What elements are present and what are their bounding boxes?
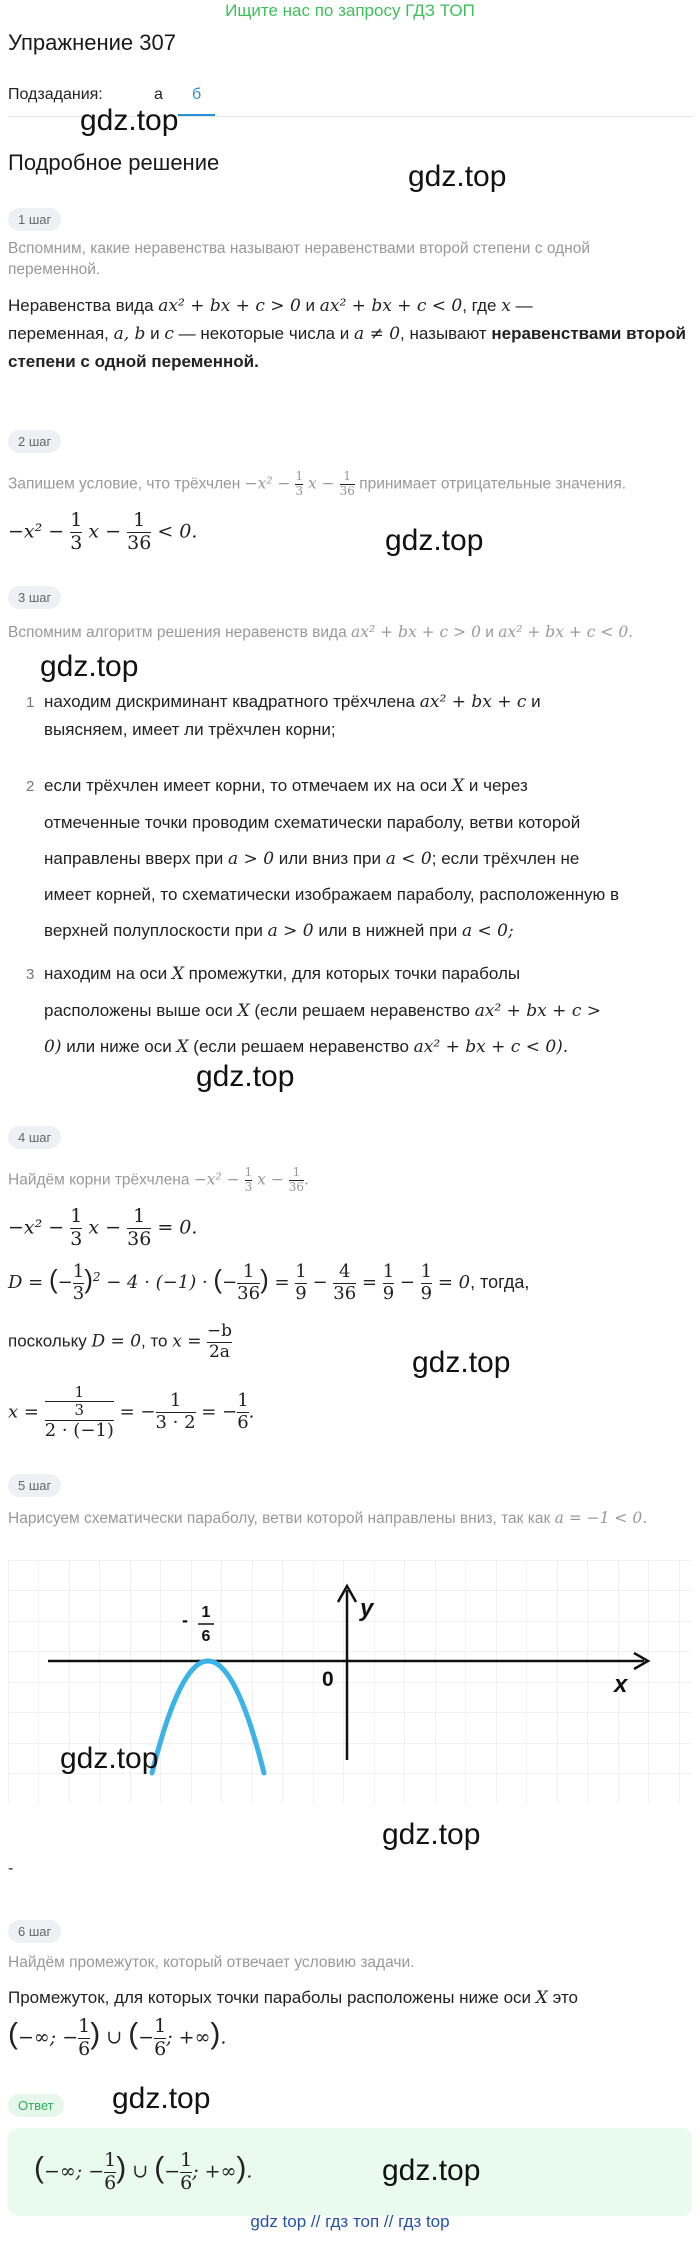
algorithm-item-2: 2 если трёхчлен имеет корни, то отмечаем их на оси X и через отмеченные точки проводим схематически параболу, ветви которой направлены вверх при a > 0 или вниз при a < 0; если трёхчлен не имеет корней, то схематически изображаем параболу, расположенную в верхней полуплоскости при a > 0 или в нижней при a < 0; xyxy=(26,776,620,941)
step4-hint: Найдём корни трёхчлена −x² − $\frac{1}{3}$ x − $\frac{1}{36}$ . xyxy=(8,1165,309,1194)
subtask-tab-a[interactable]: а xyxy=(154,86,163,103)
watermark: gdz.top xyxy=(112,2082,211,2115)
step4-since: поскольку D = 0, то x = $\frac{-b}{2a}$ xyxy=(8,1321,233,1362)
step-badge: 5 шаг xyxy=(8,1474,61,1497)
watermark: gdz.top xyxy=(382,1818,481,1851)
step6-text: Промежуток, для которых точки параболы расположены ниже оси X это xyxy=(8,1988,578,2008)
top-link[interactable]: Ищите нас по запросу ГДЗ ТОП xyxy=(225,1,475,20)
origin-label: 0 xyxy=(322,1668,334,1691)
watermark: gdz.top xyxy=(382,2154,481,2187)
section-title: Подробное решение xyxy=(8,150,220,175)
x-axis-label: x xyxy=(614,1671,628,1698)
step-badge: 4 шаг xyxy=(8,1126,61,1149)
step6-hint: Найдём промежуток, который отвечает условию задачи. xyxy=(8,1954,415,1971)
vertex-sign: - xyxy=(182,1610,188,1630)
algorithm-item-1: 1 находим дискриминант квадратного трёхчлена ax² + bx + c и выясняем, имеет ли трёхчлен корни; xyxy=(26,692,541,739)
answer-badge: Ответ xyxy=(8,2094,64,2117)
page-title: Упражнение 307 xyxy=(8,30,176,55)
step2-formula: −x² − $\frac{1}{3}$ x − $\frac{1}{36}$ < 0. xyxy=(8,509,198,554)
step-badge: 1 шаг xyxy=(8,208,61,231)
vertex-label-num: 1 xyxy=(201,1604,211,1621)
step1-hint: Вспомним, какие неравенства называют неравенствами второй степени с одной переменной. xyxy=(8,240,590,278)
footer-links[interactable]: gdz top // гдз топ // гдз top xyxy=(250,2212,450,2231)
stray-dash: - xyxy=(8,1860,14,1877)
algorithm-item-3: 3 находим на оси X промежутки, для которых точки параболы расположены выше оси X (если решаем неравенство ax² + bx + c > 0) или ниже оси X (если решаем неравенство ax² + bx + c < 0). xyxy=(26,964,601,1057)
step6-interval: (−∞; − $\frac{1}{6}$ ) ∪ (− $\frac{1}{6}$ ; +∞). xyxy=(8,2015,227,2060)
step5-hint: Нарисуем схематически параболу, ветви которой направлены вниз, так как a = −1 < 0. xyxy=(8,1509,648,1527)
watermark: gdz.top xyxy=(80,104,179,137)
step2-hint: Запишем условие, что трёхчлен −x² − $\frac{1}{3}$ x − $\frac{1}{36}$ принимает отрицательные значения. xyxy=(8,469,627,498)
watermark: gdz.top xyxy=(40,650,139,683)
y-axis-label: y xyxy=(360,1595,374,1622)
watermark: gdz.top xyxy=(385,524,484,557)
step4-equation: −x² − $\frac{1}{3}$ x − $\frac{1}{36}$ = 0. xyxy=(8,1205,198,1250)
step4-discriminant: D = (− $\frac{1}{3}$ )$^2$ − 4 · (−1) · (− $\frac{1}{36}$ ) = $\frac{1}{9}$ − $\frac{4}{36}$ = $\frac{1}{9}$ − $\frac{1}{9}$ = 0, тогда, xyxy=(8,1261,530,1304)
watermark: gdz.top xyxy=(196,1060,295,1093)
watermark: gdz.top xyxy=(408,160,507,193)
subtask-tab-b[interactable]: б xyxy=(178,84,215,117)
step4-root: x = 1 3 2 · (−1) = − $\frac{1}{3 \cdot 2}$ = − $\frac{1}{6}$ . xyxy=(8,1383,255,1441)
step-badge: 6 шаг xyxy=(8,1920,61,1943)
watermark: gdz.top xyxy=(412,1346,511,1379)
step1-text: Неравенства вида ax² + bx + c > 0 и ax² + bx + c < 0, где x — переменная, a, b и c — некоторые числа и a ≠ 0, называют неравенствами второй степени с одной переменной. xyxy=(8,296,687,371)
vertex-label-den: 6 xyxy=(201,1628,211,1645)
step-badge: 2 шаг xyxy=(8,430,61,453)
step3-hint: Вспомним алгоритм решения неравенств вида ax² + bx + c > 0 и ax² + bx + c < 0. xyxy=(8,623,634,641)
watermark: gdz.top xyxy=(60,1742,159,1775)
subtasks-label: Подзадания: xyxy=(8,86,103,103)
step-badge: 3 шаг xyxy=(8,586,61,609)
answer-interval: (−∞; − $\frac{1}{6}$ ) ∪ (− $\frac{1}{6}$ ; +∞). xyxy=(34,2149,253,2194)
answer-box xyxy=(8,2128,692,2216)
